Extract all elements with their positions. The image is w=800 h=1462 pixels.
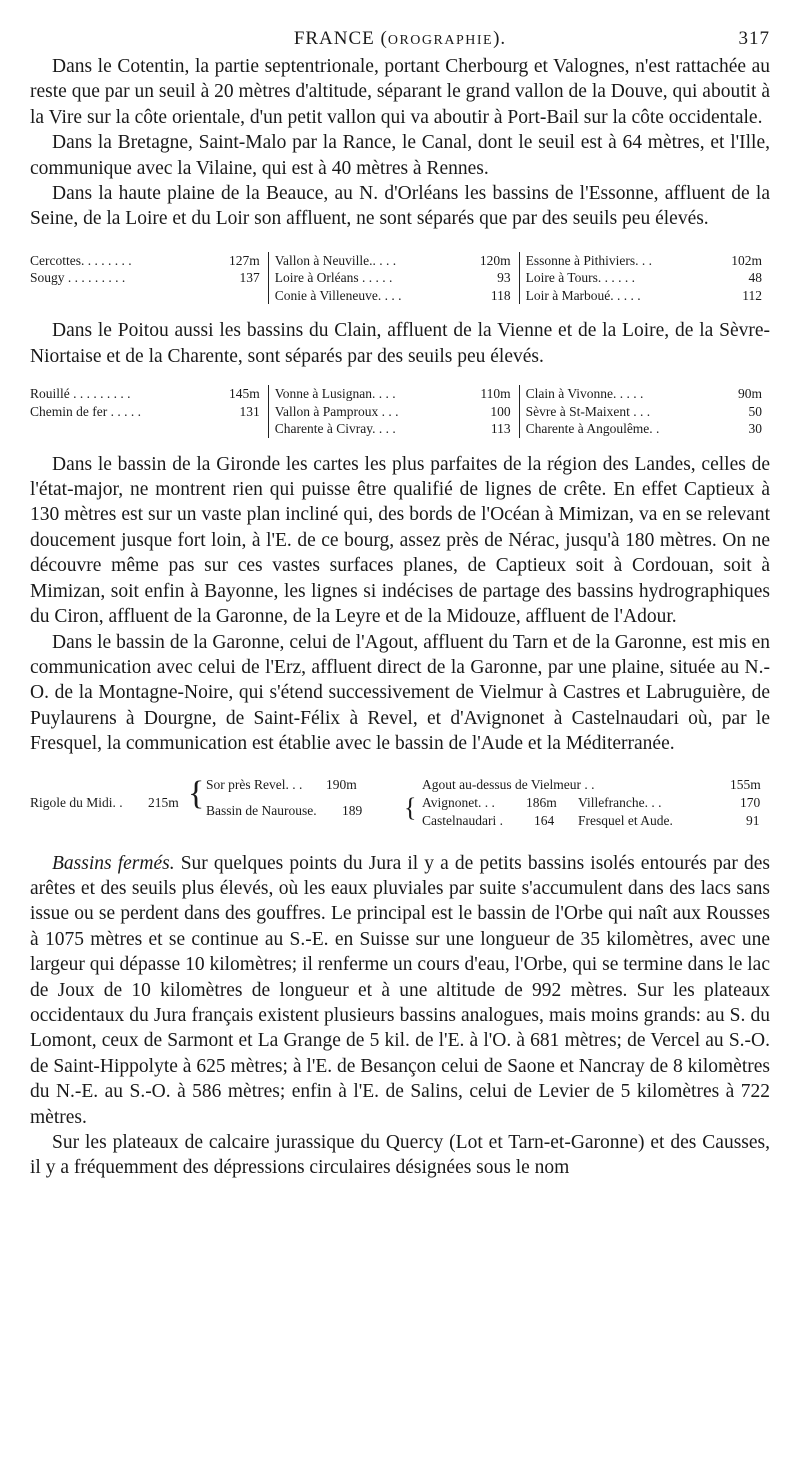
table-cell: 102m <box>731 252 762 268</box>
paragraph-gironde: Dans le bassin de la Gironde les cartes les plus parfaites de la région des Landes, celles de l'état-major, ne montrent rien qui puisse être qualifié de lignes de crête. En effet Captieux à 130 mètres est sur un vaste plan incliné qui, des bords de l'Océan à Mimizan, va en se relevant doucement jusque fort loin, à l'E. de ce bourg, assez près de Nérac, jusqu'à 180 mètres. On ne découvre même pas sur ces vastes surfaces planes, de Captieux soit à Cordouan, soit à Mimizan, soit enfin à Bayonne, les lignes si indécises de partage des bassins hydrographiques du Ciron, affluent de la Garonne, de la Leyre et de la Midouze, affluent de l'Adour. <box>30 453 770 628</box>
paragraph-garonne: Dans le bassin de la Garonne, celui de l'Agout, affluent du Tarn et de la Garonne, est mis en communication avec celui de l'Erz, affluent direct de la Garonne, par une plaine, située au N.-O. de la Montagne-Noire, qui s'étend successivement de Vielmur à Castres et Labruguière, de Puylaurens à Dourgne, de Saint-Félix à Revel, et d'Avignonet à Castelnaudari où, par le Fresquel, la communication est établie avec le bassin de l'Aude et la Méditerranée. <box>30 631 770 755</box>
table-cell: 93 <box>497 270 511 286</box>
table-cell: Conie à Villeneuve. . . . <box>268 287 475 305</box>
paragraph-quercy: Sur les plateaux de calcaire jurassique du Quercy (Lot et Tarn-et-Garonne) et des Causses, il y a fréquemment des dépressions circulaires désignées sous le nom <box>30 1132 770 1179</box>
section-text: Sur quelques points du Jura il y a de petits bassins isolés entourés par des arêtes et des seuils plus élevés, où les eaux pluviales par suite s'accumulent dans des lacs sans issue ou se perdent dans des gouffres. Le principal est le bassin de l'Orbe qui naît aux Rousses à 1075 mètres et se continue au S.-E. en Suisse sur une longueur de 35 kilomètres, avec une largeur qui dépasse 10 kilomètres; il renferme un cours d'eau, l'Orbe, qui se termine dans le lac de Joux de 10 kilomètres de longueur et à une altitude de 992 mètres. Sur les plateaux occidentaux du Jura français existent plusieurs bassins analogues, mais moins grands: au S. du Lomont, ceux de Sarmont et La Grange de 5 kil. de l'E. à l'O. à 681 mètres; de Vercel au S.-O. de Saint-Hippolyte à 625 mètres; à l'E. de Besançon celui de Saone et Nancray de 8 kilomètres du N.-E. au S.-O. à 586 mètres; enfin à l'E. de Salins, celui de Levier de 5 kilomètres à 722 mètres. <box>30 852 770 1128</box>
paragraph-cotentin: Dans le Cotentin, la partie septentrionale, portant Cherbourg et Valognes, n'est rattachée au reste que par un seuil à 20 mètres d'altitude, séparant le grand vallon de la Douve, qui aboutit à la Vire sur la côte orientale, d'un petit vallon qui va aboutir à Port-Bail sur la côte occidentale. <box>30 56 770 128</box>
table-cell: Loire à Orléans . . . . . <box>268 269 475 287</box>
table-row <box>30 403 770 421</box>
altitude-table-poitou <box>30 385 770 438</box>
paragraph-bassins-fermes <box>30 851 770 1130</box>
agout-label: Agout au-dessus de Vielmeur . . <box>422 776 595 792</box>
table-cell: Loir à Marboué. . . . . <box>519 287 718 305</box>
agout-value: 155m <box>730 776 761 792</box>
table-cell: 120m <box>479 252 511 268</box>
table-cell: Sougy . . . . . . . . . <box>30 270 126 286</box>
table-cell: Chemin de fer . . . . . <box>30 403 141 419</box>
brace-left: { <box>188 774 205 812</box>
paragraph-bretagne: Dans la Bretagne, Saint-Malo par la Rance, le Canal, dont le seuil est à 64 mètres, et l'Ille, communique avec la Vilaine, qui est à 40 mètres à Rennes. <box>30 132 770 179</box>
fresquel-value: 91 <box>746 812 760 828</box>
running-title: FRANCE (OROGRAPHIE). <box>293 28 507 49</box>
castelnaudari-value: 164 <box>534 812 555 828</box>
table-cell: 131 <box>239 403 260 419</box>
table-row <box>30 385 770 403</box>
table-cell: Charente à Civray. . . . <box>268 420 475 438</box>
naurouse-value: 189 <box>342 802 363 818</box>
table-row <box>30 269 770 287</box>
rigole-label: Rigole du Midi. . <box>30 794 123 810</box>
table-cell: 30 <box>748 421 762 437</box>
villefranche-value: 170 <box>740 794 761 810</box>
table-cell: Sèvre à St-Maixent . . . <box>519 403 718 421</box>
table-row <box>30 420 770 438</box>
rigole-value: 215m <box>148 794 179 810</box>
table-cell: 50 <box>748 403 762 419</box>
table-cell: Clain à Vivonne. . . . . <box>519 385 718 403</box>
table-cell: Loire à Tours. . . . . . <box>519 269 718 287</box>
naurouse-label: Bassin de Naurouse. <box>206 802 317 818</box>
castelnaudari-label: Castelnaudari . <box>422 812 503 828</box>
table-cell <box>30 420 229 438</box>
table-cell: 145m <box>229 386 260 402</box>
table-cell: Essonne à Pithiviers. . . <box>519 252 718 270</box>
table-cell: Vonne à Lusignan. . . . <box>268 385 475 403</box>
table-cell: 48 <box>748 270 762 286</box>
table-cell: Vallon à Pamproux . . . <box>268 403 475 421</box>
villefranche-label: Villefranche. . . <box>578 794 662 810</box>
brace-right: { <box>404 792 417 822</box>
table-cell <box>30 287 229 305</box>
table-cell: 110m <box>480 386 511 402</box>
table-cell: 100 <box>490 403 511 419</box>
table-cell: 113 <box>490 421 511 437</box>
table-cell: 127m <box>228 252 260 268</box>
page-header <box>30 28 770 54</box>
page-number: 317 <box>738 28 770 49</box>
table-row <box>30 252 770 270</box>
table-cell: 90m <box>737 386 762 402</box>
table-cell: Rouillé . . . . . . . . . <box>30 386 131 402</box>
table-cell <box>229 420 268 438</box>
section-lead: Bassins fermés. <box>52 852 175 874</box>
altitude-table-beauce <box>30 252 770 305</box>
table-cell <box>229 287 268 305</box>
table-cell: 112 <box>742 287 762 303</box>
avignonet-value: 186m <box>526 794 557 810</box>
sor-value: 190m <box>326 776 357 792</box>
avignonet-label: Avignonet. . . <box>422 794 495 810</box>
table-cell: Vallon à Neuville.. . . . <box>268 252 475 270</box>
paragraph-poitou: Dans le Poitou aussi les bassins du Clain, affluent de la Vienne et de la Loire, de la Sèvre-Niortaise et de la Charente, sont séparés par des seuils peu élevés. <box>30 320 770 367</box>
table-cell: 137 <box>239 270 260 286</box>
document-page <box>30 28 770 1181</box>
sor-label: Sor près Revel. . . <box>206 776 303 792</box>
paragraph-beauce: Dans la haute plaine de la Beauce, au N. d'Orléans les bassins de l'Essonne, affluent de la Seine, de la Loire et du Loir son affluent, ne sont séparés que par des seuils peu élevés. <box>30 183 770 230</box>
table-cell: Cercottes. . . . . . . . <box>30 252 132 268</box>
altitude-table-midi <box>30 771 770 833</box>
fresquel-label: Fresquel et Aude. <box>578 812 673 828</box>
table-cell: 118 <box>490 287 511 303</box>
table-cell: Charente à Angoulême. . <box>519 420 718 438</box>
table-row <box>30 287 770 305</box>
